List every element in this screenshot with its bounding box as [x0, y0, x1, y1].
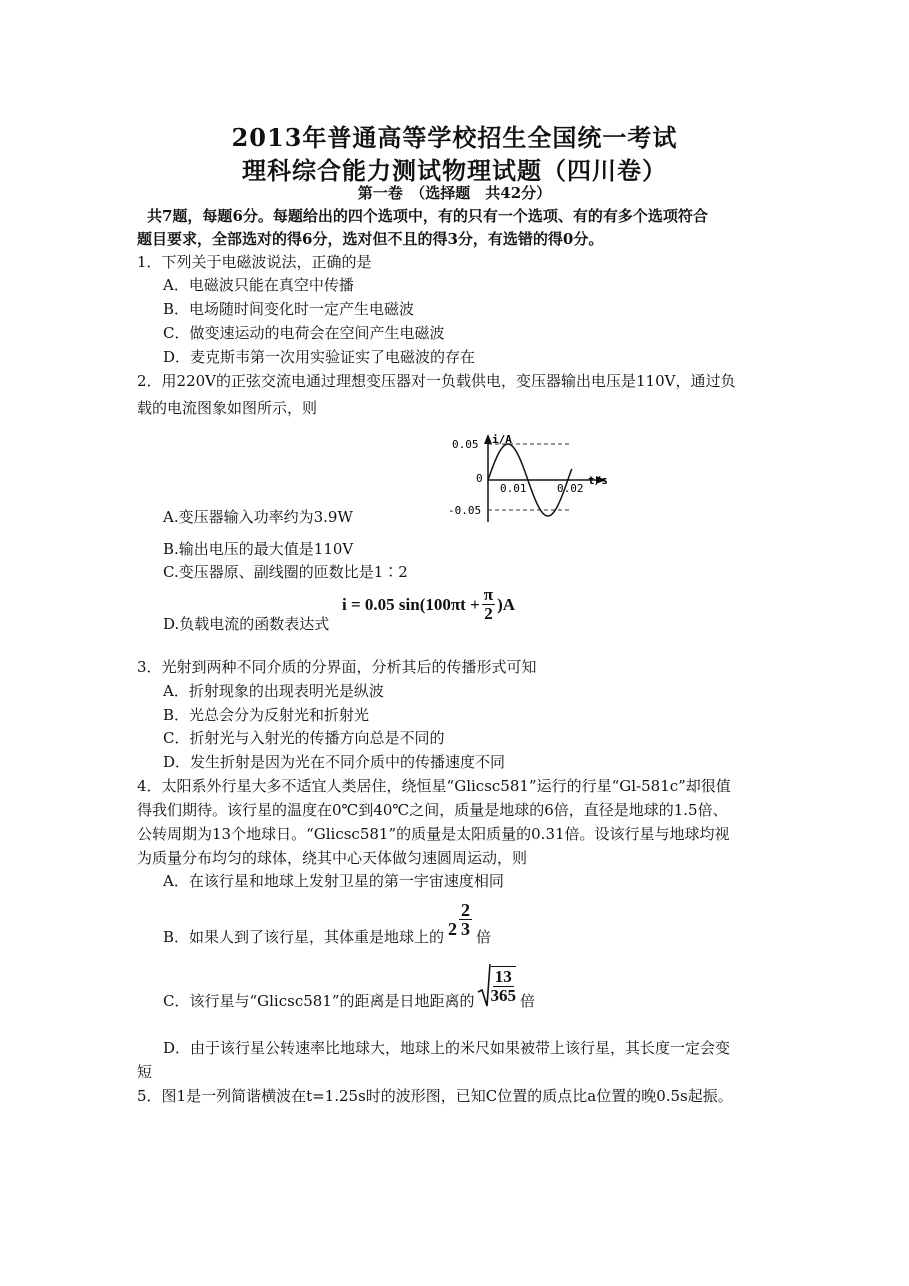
sqrt-sign-icon	[477, 962, 491, 1008]
formula-numerator: π	[483, 585, 494, 604]
q4-option-b-fraction	[459, 901, 472, 938]
q4-stem-line-1: 4．太阳系外行星大多不适宜人类居住，绕恒星“Glicsc581”运行的行星“Gl-581c”却很值	[137, 777, 731, 795]
q4-option-d-line-1: D．由于该行星公转速率比地球大，地球上的米尺如果被带上该行星，其长度一定会变	[163, 1039, 731, 1057]
y-axis-arrow-icon	[484, 434, 492, 444]
formula-fraction	[482, 586, 495, 623]
q3-option-c: C．折射光与入射光的传播方向总是不同的	[163, 729, 445, 747]
q4-option-c-numerator: 13	[494, 966, 512, 986]
q4-stem-line-4: 为质量分布均匀的球体，绕其中心天体做匀速圆周运动，则	[137, 849, 528, 867]
q2-formula	[342, 586, 515, 623]
q4-option-c-text: C．该行星与“Glicsc581”的距离是日地距离的	[163, 992, 475, 1010]
q2-option-c: C.变压器原、副线圈的匝数比是1∶2	[163, 563, 408, 581]
formula-left: i = 0.05 sin(100πt +	[342, 594, 480, 614]
section-heading: 第一卷 （选择题 共42分）	[357, 184, 552, 202]
q4-option-b-whole: 2	[448, 919, 458, 939]
q4-option-c-denominator: 365	[490, 985, 517, 1005]
q5-stem: 5．图1是一列简谐横波在t=1.25s时的波形图，已知C位置的质点比a位置的晚0.5s起振。	[137, 1087, 733, 1105]
q2-option-d: D.负载电流的函数表达式	[163, 615, 330, 633]
q4-option-b-text: B．如果人到了该行星，其体重是地球上的	[163, 928, 445, 946]
formula-right: )A	[497, 594, 516, 614]
q4-option-d-line-2: 短	[137, 1063, 153, 1081]
q4-option-b	[163, 890, 491, 948]
page-title: 2013年普通高等学校招生全国统一考试	[231, 123, 678, 152]
q2-stem-line-2: 载的电流图象如图所示，则	[137, 399, 318, 417]
q1-stem: 1．下列关于电磁波说法，正确的是	[137, 253, 372, 271]
q4-option-b-numerator: 2	[461, 899, 471, 920]
y-axis-label: i/A	[492, 433, 512, 446]
y-tick-max: 0.05	[452, 438, 479, 451]
x-tick-0-02: 0.02	[557, 482, 584, 495]
q3-option-d: D．发生折射是因为光在不同介质中的传播速度不同	[163, 753, 506, 771]
formula-denominator: 2	[484, 604, 493, 623]
q2-option-b: B.输出电压的最大值是110V	[163, 540, 354, 558]
q1-option-d: D．麦克斯韦第一次用实验证实了电磁波的存在	[163, 348, 476, 366]
q1-option-b: B．电场随时间变化时一定产生电磁波	[163, 300, 415, 318]
current-time-graph	[440, 432, 640, 524]
instructions-line-1: 共7题，每题6分。每题给出的四个选项中，有的只有一个选项、有的有多个选项符合	[147, 207, 708, 225]
q4-stem-line-3: 公转周期为13个地球日。“Glicsc581”的质量是太阳质量的0.31倍。设该行星与地球均视	[137, 825, 730, 843]
q3-option-b: B．光总会分为反射光和折射光	[163, 706, 370, 724]
q4-option-a: A．在该行星和地球上发射卫星的第一宇宙速度相同	[163, 872, 504, 890]
q4-option-c-suffix: 倍	[520, 992, 536, 1010]
x-tick-0-01: 0.01	[500, 482, 527, 495]
q4-option-c	[163, 962, 535, 1012]
instructions-line-2: 题目要求，全部选对的得6分，选对但不且的得3分，有选错的得0分。	[137, 230, 604, 248]
y-tick-min: -0.05	[448, 504, 482, 517]
q4-stem-line-2: 得我们期待。该行星的温度在0℃到40℃之间，质量是地球的6倍，直径是地球的1.5倍、	[137, 801, 728, 819]
q2-option-a: A.变压器输入功率约为3.9W	[163, 508, 353, 526]
q4-option-c-sqrt	[477, 962, 517, 1008]
page-subtitle: 理科综合能力测试物理试题（四川卷）	[242, 156, 667, 185]
q1-option-c: C．做变速运动的电荷会在空间产生电磁波	[163, 324, 445, 342]
q4-option-b-suffix: 倍	[476, 928, 492, 946]
q4-option-c-fraction	[491, 966, 517, 1005]
x-axis-label: t/s	[588, 474, 608, 487]
q3-option-a: A．折射现象的出现表明光是纵波	[163, 682, 384, 700]
q2-stem-line-1: 2．用220V的正弦交流电通过理想变压器对一负载供电，变压器输出电压是110V，通过负	[137, 372, 736, 390]
q1-option-a: A．电磁波只能在真空中传播	[163, 276, 354, 294]
q3-stem: 3．光射到两种不同介质的分界面，分析其后的传播形式可知	[137, 658, 537, 676]
q4-option-b-denominator: 3	[461, 918, 471, 939]
y-tick-zero: 0	[476, 472, 483, 485]
